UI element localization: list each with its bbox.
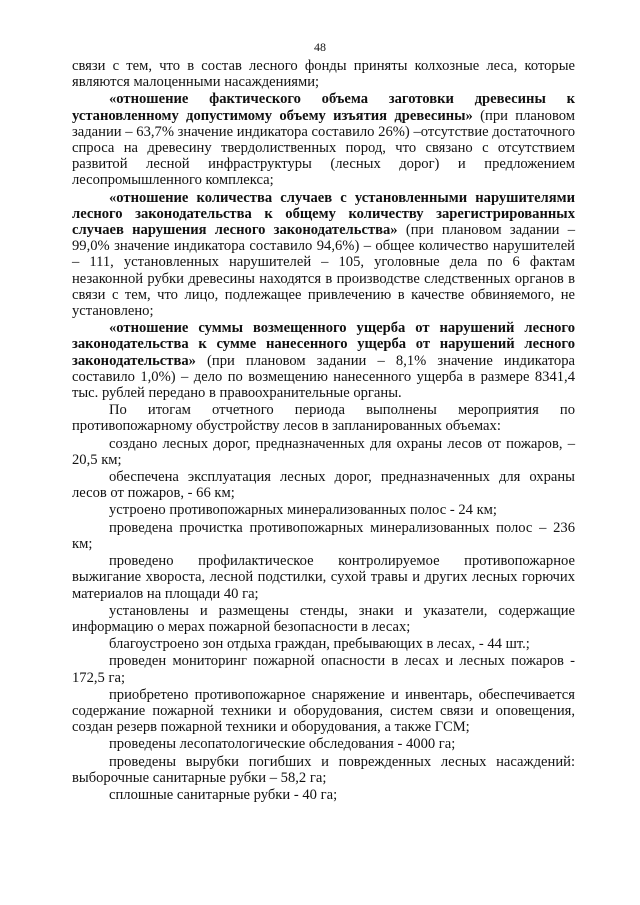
paragraph-p4 bbox=[72, 320, 575, 401]
text-run: (при плановом задании – 8,1% значение индикатора составило 1,0%) – дело по возмещению нанесенного ущерба в размере 8341,4 тыс. рублей передано в правоохранительные органы. bbox=[72, 352, 575, 402]
text-run: (при плановом задании – 99,0% значение индикатора составило 94,6%) – общее количество нарушителей – 111, установленных нарушителей – 105, уголовные дела по 6 фактам незаконной рубки древесины находятся в производстве следственных органов в связи с тем, что лицо, подлежащее привлечению в качестве обвиняемого, не установлено; bbox=[72, 222, 576, 320]
paragraph-p1 bbox=[72, 58, 575, 90]
text-run: установлены и размещены стенды, знаки и указатели, содержащие информацию о мерах пожарной безопасности в лесах; bbox=[72, 602, 575, 635]
text-run: проведен мониторинг пожарной опасности в лесах и лесных пожаров - 172,5 га; bbox=[72, 653, 575, 686]
paragraph-p6 bbox=[72, 436, 575, 468]
text-run: проведена прочистка противопожарных минерализованных полос – 236 км; bbox=[72, 519, 575, 552]
text-run: проведено профилактическое контролируемое противопожарное выжигание хвороста, лесной подстилки, сухой травы и других лесных горючих материалов на площади 40 га; bbox=[72, 553, 575, 602]
text-run: (при плановом задании – 63,7% значение индикатора составило 26%) –отсутствие достаточного спроса на древесину твердолиственных пород, что связано с отсутствием развитой лесной инфраструктуры (лесных дорог) и предложением лесопромышленного комплекса; bbox=[72, 107, 575, 189]
paragraph-p17 bbox=[72, 787, 575, 803]
text-run: проведены вырубки погибших и поврежденных лесных насаждений: выборочные санитарные рубки – 58,2 га; bbox=[72, 753, 575, 786]
page-number: 48 bbox=[314, 40, 326, 54]
paragraph-p8 bbox=[72, 502, 575, 518]
paragraph-p12 bbox=[72, 636, 575, 652]
paragraph-p2 bbox=[72, 91, 575, 188]
document-body bbox=[72, 58, 575, 803]
text-run: сплошные санитарные рубки - 40 га; bbox=[109, 786, 338, 803]
paragraph-p16 bbox=[72, 754, 575, 786]
text-run: По итогам отчетного периода выполнены мероприятия по противопожарному обустройству лесов в запланированных объемах: bbox=[72, 402, 575, 435]
bold-text: «отношение суммы возмещенного ущерба от нарушений лесного законодательства к сумме нанесенного ущерба от нарушений лесного законодательства» bbox=[72, 320, 575, 369]
paragraph-p5 bbox=[72, 402, 575, 434]
paragraph-p3 bbox=[72, 190, 575, 320]
paragraph-p15 bbox=[72, 736, 575, 752]
paragraph-p7 bbox=[72, 469, 575, 501]
text-run: приобретено противопожарное снаряжение и инвентарь, обеспечивается содержание пожарной техники и оборудования, систем связи и оповещения, создан резерв пожарной техники и оборудования, а также ГСМ; bbox=[72, 686, 575, 736]
paragraph-p11 bbox=[72, 603, 575, 635]
bold-text: «отношение количества случаев с установленными нарушителями лесного законодательства к общему количеству зарегистрированных случаев нарушения лесного законодательства» bbox=[72, 189, 575, 239]
text-run: благоустроено зон отдыха граждан, пребывающих в лесах, - 44 шт.; bbox=[109, 636, 530, 653]
paragraph-p14 bbox=[72, 687, 575, 736]
bold-text: «отношение фактического объема заготовки древесины к установленному допустимому объему изъятия древесины» bbox=[72, 91, 575, 124]
text-run: проведены лесопатологические обследования - 4000 га; bbox=[109, 736, 456, 753]
text-run: связи с тем, что в состав лесного фонды приняты колхозные леса, которые являются малоценными насаждениями; bbox=[72, 58, 575, 91]
text-run: устроено противопожарных минерализованных полос - 24 км; bbox=[109, 502, 497, 519]
paragraph-p10 bbox=[72, 553, 575, 602]
text-run: создано лесных дорог, предназначенных для охраны лесов от пожаров, – 20,5 км; bbox=[72, 435, 575, 468]
paragraph-p13 bbox=[72, 653, 575, 685]
paragraph-p9 bbox=[72, 520, 575, 552]
text-run: обеспечена эксплуатация лесных дорог, предназначенных для охраны лесов от пожаров, - 66 км; bbox=[72, 469, 575, 502]
